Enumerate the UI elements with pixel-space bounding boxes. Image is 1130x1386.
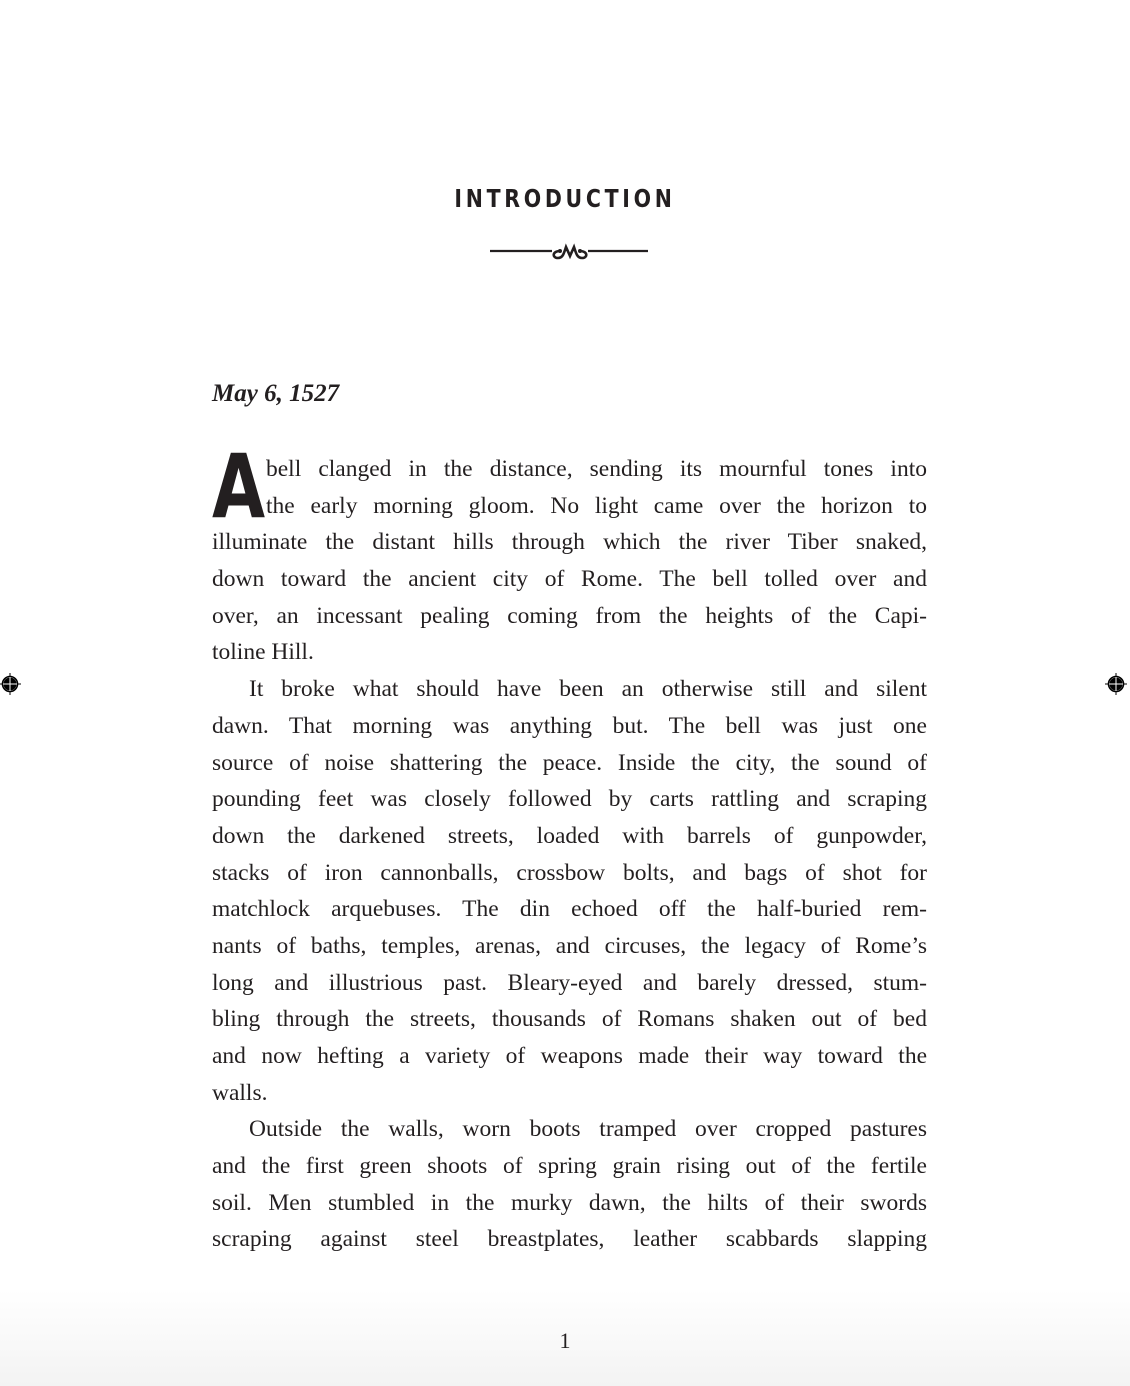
drop-cap: A [212, 435, 266, 538]
text-line: down the darkened streets, loaded with barrels of gunpowder, [212, 822, 927, 849]
text-line: source of noise shattering the peace. Inside the city, the sound of [212, 749, 927, 776]
text-line: and the first green shoots of spring grain rising out of the fertile [212, 1153, 927, 1180]
text-line: the early morning gloom. No light came over the horizon to [266, 492, 927, 519]
text-line: scraping against steel breastplates, leather scabbards slapping [212, 1226, 927, 1253]
paragraph-3 [212, 1111, 927, 1258]
text-line: matchlock arquebuses. The din echoed off the half-buried rem- [212, 896, 927, 923]
text-line: soil. Men stumbled in the murky dawn, the hilts of their swords [212, 1189, 927, 1216]
body-text [212, 435, 927, 1258]
text-line: nants of baths, temples, arenas, and circuses, the legacy of Rome’s [212, 932, 927, 959]
text-line: Outside the walls, worn boots tramped over cropped pastures [249, 1116, 927, 1143]
text-line: stacks of iron cannonballs, crossbow bolts, and bags of shot for [212, 859, 927, 886]
registration-mark-icon [0, 673, 21, 695]
registration-mark-icon [1105, 673, 1127, 695]
text-line: toline Hill. [212, 639, 314, 666]
paragraph-1 [212, 435, 927, 671]
date-heading: May 6, 1527 [212, 380, 340, 407]
page-number: 1 [559, 1328, 571, 1353]
text-line: bell clanged in the distance, sending its mournful tones into [266, 456, 927, 482]
text-line: over, an incessant pealing coming from the heights of the Capi- [212, 602, 927, 629]
paragraph-2 [212, 671, 927, 1111]
chapter-title: INTRODUCTION [454, 184, 676, 213]
text-line: walls. [212, 1079, 268, 1106]
text-line: bling through the streets, thousands of Romans shaken out of bed [212, 1006, 927, 1033]
text-line: long and illustrious past. Bleary-eyed and barely dressed, stum- [212, 969, 927, 996]
text-line: pounding feet was closely followed by carts rattling and scraping [212, 786, 927, 813]
text-line: illuminate the distant hills through which the river Tiber snaked, [212, 529, 927, 556]
text-line: and now hefting a variety of weapons made their way toward the [212, 1043, 927, 1069]
text-line: It broke what should have been an otherwise still and silent [249, 676, 927, 703]
text-line: dawn. That morning was anything but. The bell was just one [212, 712, 927, 739]
text-line: down toward the ancient city of Rome. The bell tolled over and [212, 566, 927, 593]
fleuron-ornament-icon [490, 238, 650, 264]
